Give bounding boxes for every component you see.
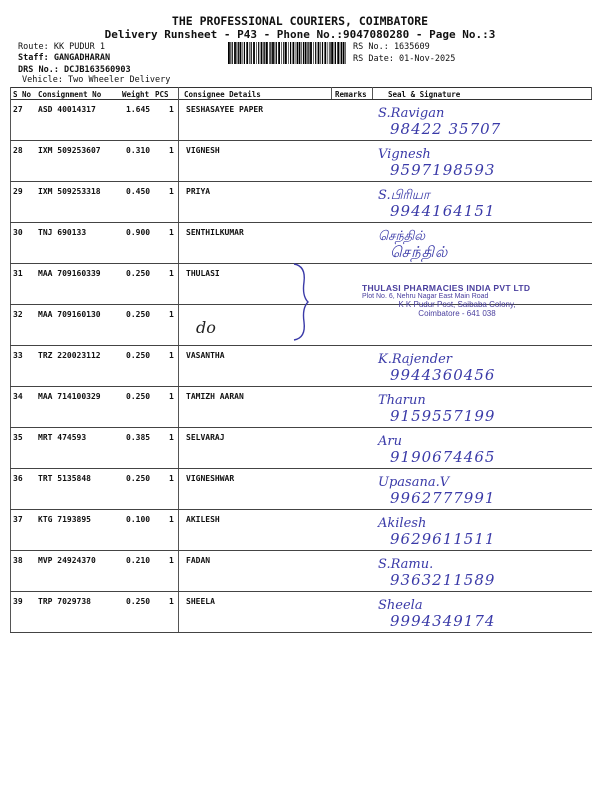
table-row — [10, 387, 592, 428]
vehicle-label: Vehicle: Two Wheeler Delivery — [22, 75, 171, 85]
barcode-bar — [322, 42, 323, 64]
weight-cell: 1.645 — [126, 105, 151, 114]
pcs-cell: 1 — [169, 269, 174, 278]
table-row — [10, 551, 592, 592]
weight-cell: 0.210 — [126, 556, 151, 565]
sno-cell: 38 — [13, 556, 23, 565]
col-sno: S No — [13, 90, 32, 99]
pcs-cell: 1 — [169, 228, 174, 237]
sno-cell: 28 — [13, 146, 23, 155]
col-pcs: PCS — [155, 90, 169, 99]
bracket-mark — [290, 262, 312, 342]
consignment-cell: MAA 714100329 — [38, 392, 101, 401]
signature-name: S.பிரியா — [378, 188, 430, 203]
signature-phone: 9190674465 — [390, 448, 496, 466]
pcs-cell: 1 — [169, 310, 174, 319]
barcode-bar — [290, 42, 291, 64]
table-row — [10, 223, 592, 264]
barcode-bar — [263, 42, 264, 64]
sno-cell: 27 — [13, 105, 23, 114]
table-row — [10, 428, 592, 469]
table-row — [10, 100, 592, 141]
rs-number: RS No.: 1635609 — [353, 42, 430, 52]
pcs-cell: 1 — [169, 146, 174, 155]
consignee-cell: SENTHILKUMAR — [186, 228, 244, 237]
barcode-bar — [238, 42, 239, 64]
pcs-cell: 1 — [169, 187, 174, 196]
stamp-line-1: THULASI PHARMACIES INDIA PVT LTD — [362, 283, 531, 293]
barcode-bar — [281, 42, 282, 64]
barcode-bar — [296, 42, 297, 64]
barcode-bar — [240, 42, 242, 64]
barcode-bar — [266, 42, 268, 64]
sno-cell: 32 — [13, 310, 23, 319]
consignee-cell: VASANTHA — [186, 351, 225, 360]
barcode-image — [228, 42, 348, 64]
weight-cell: 0.250 — [126, 392, 151, 401]
barcode-bar — [251, 42, 252, 64]
signature-name: Vignesh — [378, 147, 431, 162]
barcode-bar — [315, 42, 316, 64]
barcode-bar — [234, 42, 236, 64]
barcode-bar — [258, 42, 259, 64]
table-row — [10, 592, 592, 633]
signature-name: Akilesh — [378, 516, 427, 531]
consignment-cell: KTG 7193895 — [38, 515, 91, 524]
sno-cell: 29 — [13, 187, 23, 196]
barcode-bar — [242, 42, 243, 64]
weight-cell: 0.250 — [126, 269, 151, 278]
barcode-bar — [324, 42, 326, 64]
sno-cell: 30 — [13, 228, 23, 237]
consignee-cell: THULASI — [186, 269, 220, 278]
weight-cell: 0.900 — [126, 228, 151, 237]
barcode-bar — [345, 42, 346, 64]
signature-phone: 9962777991 — [390, 489, 496, 507]
barcode-bar — [297, 42, 298, 64]
barcode-bar — [337, 42, 339, 64]
signature-phone: 9994349174 — [390, 612, 496, 630]
signature-name: Sheela — [378, 598, 423, 613]
signature-name: S.Ravigan — [378, 106, 445, 121]
col-seal: Seal & Signature — [388, 90, 461, 99]
barcode-bar — [249, 42, 250, 64]
barcode-bar — [318, 42, 320, 64]
consignee-cell: VIGNESHWAR — [186, 474, 235, 483]
pcs-cell: 1 — [169, 597, 174, 606]
route-label: Route: KK PUDUR 1 — [18, 42, 105, 52]
weight-cell: 0.385 — [126, 433, 151, 442]
table-row — [10, 141, 592, 182]
consignee-cell: SELVARAJ — [186, 433, 225, 442]
consignment-cell: TRZ 220023112 — [38, 351, 101, 360]
consignment-cell: ASD 40014317 — [38, 105, 96, 114]
barcode-bar — [310, 42, 312, 64]
barcode-bar — [253, 42, 255, 64]
barcode-bar — [269, 42, 270, 64]
consignment-cell: MAA 709160339 — [38, 269, 101, 278]
pcs-cell: 1 — [169, 351, 174, 360]
signature-phone: 9629611511 — [390, 530, 496, 548]
signature-phone: 9597198593 — [390, 161, 496, 179]
signature-name: Aru — [378, 434, 402, 449]
sno-cell: 36 — [13, 474, 23, 483]
weight-cell: 0.310 — [126, 146, 151, 155]
pcs-cell: 1 — [169, 556, 174, 565]
barcode-bar — [275, 42, 276, 64]
consignment-cell: IXM 509253318 — [38, 187, 101, 196]
consignee-cell: PRIYA — [186, 187, 211, 196]
barcode-bar — [237, 42, 238, 64]
barcode-bar — [331, 42, 333, 64]
barcode-bar — [283, 42, 284, 64]
stamp-line-3: K K Pudur Post, Saibaba Colony, — [398, 300, 516, 309]
barcode-bar — [288, 42, 289, 64]
signature-phone: 9159557199 — [390, 407, 496, 425]
pcs-cell: 1 — [169, 474, 174, 483]
signature-phone: 98422 35707 — [390, 120, 502, 138]
signature-name: K.Rajender — [378, 352, 453, 367]
company-stamp — [362, 283, 552, 353]
signature-name: Tharun — [378, 393, 426, 408]
col-weight: Weight — [122, 90, 150, 99]
consignee-cell: SESHASAYEE PAPER — [186, 105, 264, 114]
barcode-bar — [278, 42, 280, 64]
barcode-bar — [264, 42, 265, 64]
stamp-line-4: Coimbatore - 641 038 — [418, 309, 496, 318]
pcs-cell: 1 — [169, 105, 174, 114]
barcode-bar — [232, 42, 233, 64]
barcode-bar — [305, 42, 307, 64]
sno-cell: 35 — [13, 433, 23, 442]
weight-cell: 0.250 — [126, 310, 151, 319]
barcode-bar — [320, 42, 321, 64]
barcode-bar — [244, 42, 245, 64]
signature-name: Upasana.V — [378, 475, 450, 490]
consignee-cell: AKILESH — [186, 515, 220, 524]
sno-cell: 34 — [13, 392, 23, 401]
barcode-bar — [328, 42, 329, 64]
barcode-bar — [276, 42, 277, 64]
barcode-bar — [334, 42, 335, 64]
pcs-cell: 1 — [169, 433, 174, 442]
barcode-bar — [308, 42, 309, 64]
weight-cell: 0.100 — [126, 515, 151, 524]
rs-date: RS Date: 01-Nov-2025 — [353, 54, 456, 64]
barcode-bar — [341, 42, 342, 64]
runsheet-table — [10, 87, 592, 633]
consignment-cell: MVP 24924370 — [38, 556, 96, 565]
sno-cell: 37 — [13, 515, 23, 524]
barcode-bar — [313, 42, 314, 64]
consignment-cell: MRT 474593 — [38, 433, 87, 442]
barcode-bar — [340, 42, 341, 64]
col-consignment: Consignment No — [38, 90, 102, 99]
barcode-bar — [299, 42, 301, 64]
consignee-cell: FADAN — [186, 556, 211, 565]
sno-cell: 33 — [13, 351, 23, 360]
barcode-bar — [228, 42, 230, 64]
barcode-bar — [272, 42, 274, 64]
staff-label: Staff: GANGADHARAN — [18, 53, 111, 63]
company-title: THE PROFESSIONAL COURIERS, COIMBATORE — [171, 14, 429, 28]
sno-cell: 39 — [13, 597, 23, 606]
consignment-cell: TRT 5135848 — [38, 474, 91, 483]
consignee-cell: VIGNESH — [186, 146, 220, 155]
barcode-bar — [343, 42, 345, 64]
signature-phone: 9363211589 — [390, 571, 496, 589]
barcode-bar — [293, 42, 295, 64]
barcode-bar — [307, 42, 308, 64]
barcode-bar — [256, 42, 257, 64]
weight-cell: 0.450 — [126, 187, 151, 196]
consignee-cell: TAMIZH AARAN — [186, 392, 244, 401]
barcode-bar — [246, 42, 248, 64]
pcs-cell: 1 — [169, 515, 174, 524]
table-row — [10, 469, 592, 510]
signature-name: S.Ramu. — [378, 557, 434, 572]
table-row — [10, 182, 592, 223]
col-consignee: Consignee Details — [184, 90, 261, 99]
weight-cell: 0.250 — [126, 474, 151, 483]
barcode-bar — [301, 42, 302, 64]
runsheet-subtitle: Delivery Runsheet - P43 - Phone No.:9047080280 - Page No.:3 — [104, 28, 496, 41]
consignee-cell: SHEELA — [186, 597, 215, 606]
signature-name: செந்தில் — [378, 229, 426, 244]
barcode-bar — [230, 42, 231, 64]
pcs-cell: 1 — [169, 392, 174, 401]
barcode-bar — [270, 42, 271, 64]
weight-cell: 0.250 — [126, 351, 151, 360]
sno-cell: 31 — [13, 269, 23, 278]
barcode-bar — [329, 42, 330, 64]
signature-phone: 9944164151 — [390, 202, 496, 220]
barcode-bar — [335, 42, 336, 64]
signature-phone: 9944360456 — [390, 366, 496, 384]
row-divider — [10, 632, 592, 633]
drs-label: DRS No.: DCJB163560903 — [18, 65, 131, 75]
stamp-line-2: Plot No. 6, Nehru Nagar East Main Road — [362, 293, 489, 300]
signature-phone: செந்தில் — [390, 243, 449, 261]
handwritten-mark: do — [196, 318, 216, 337]
consignment-cell: MAA 709160130 — [38, 310, 101, 319]
barcode-bar — [303, 42, 304, 64]
table-row — [10, 510, 592, 551]
weight-cell: 0.250 — [126, 597, 151, 606]
consignment-cell: TRP 7029738 — [38, 597, 91, 606]
consignment-cell: IXM 509253607 — [38, 146, 101, 155]
col-remarks: Remarks — [335, 90, 367, 99]
barcode-bar — [261, 42, 263, 64]
consignment-cell: TNJ 690133 — [38, 228, 87, 237]
barcode-bar — [285, 42, 287, 64]
